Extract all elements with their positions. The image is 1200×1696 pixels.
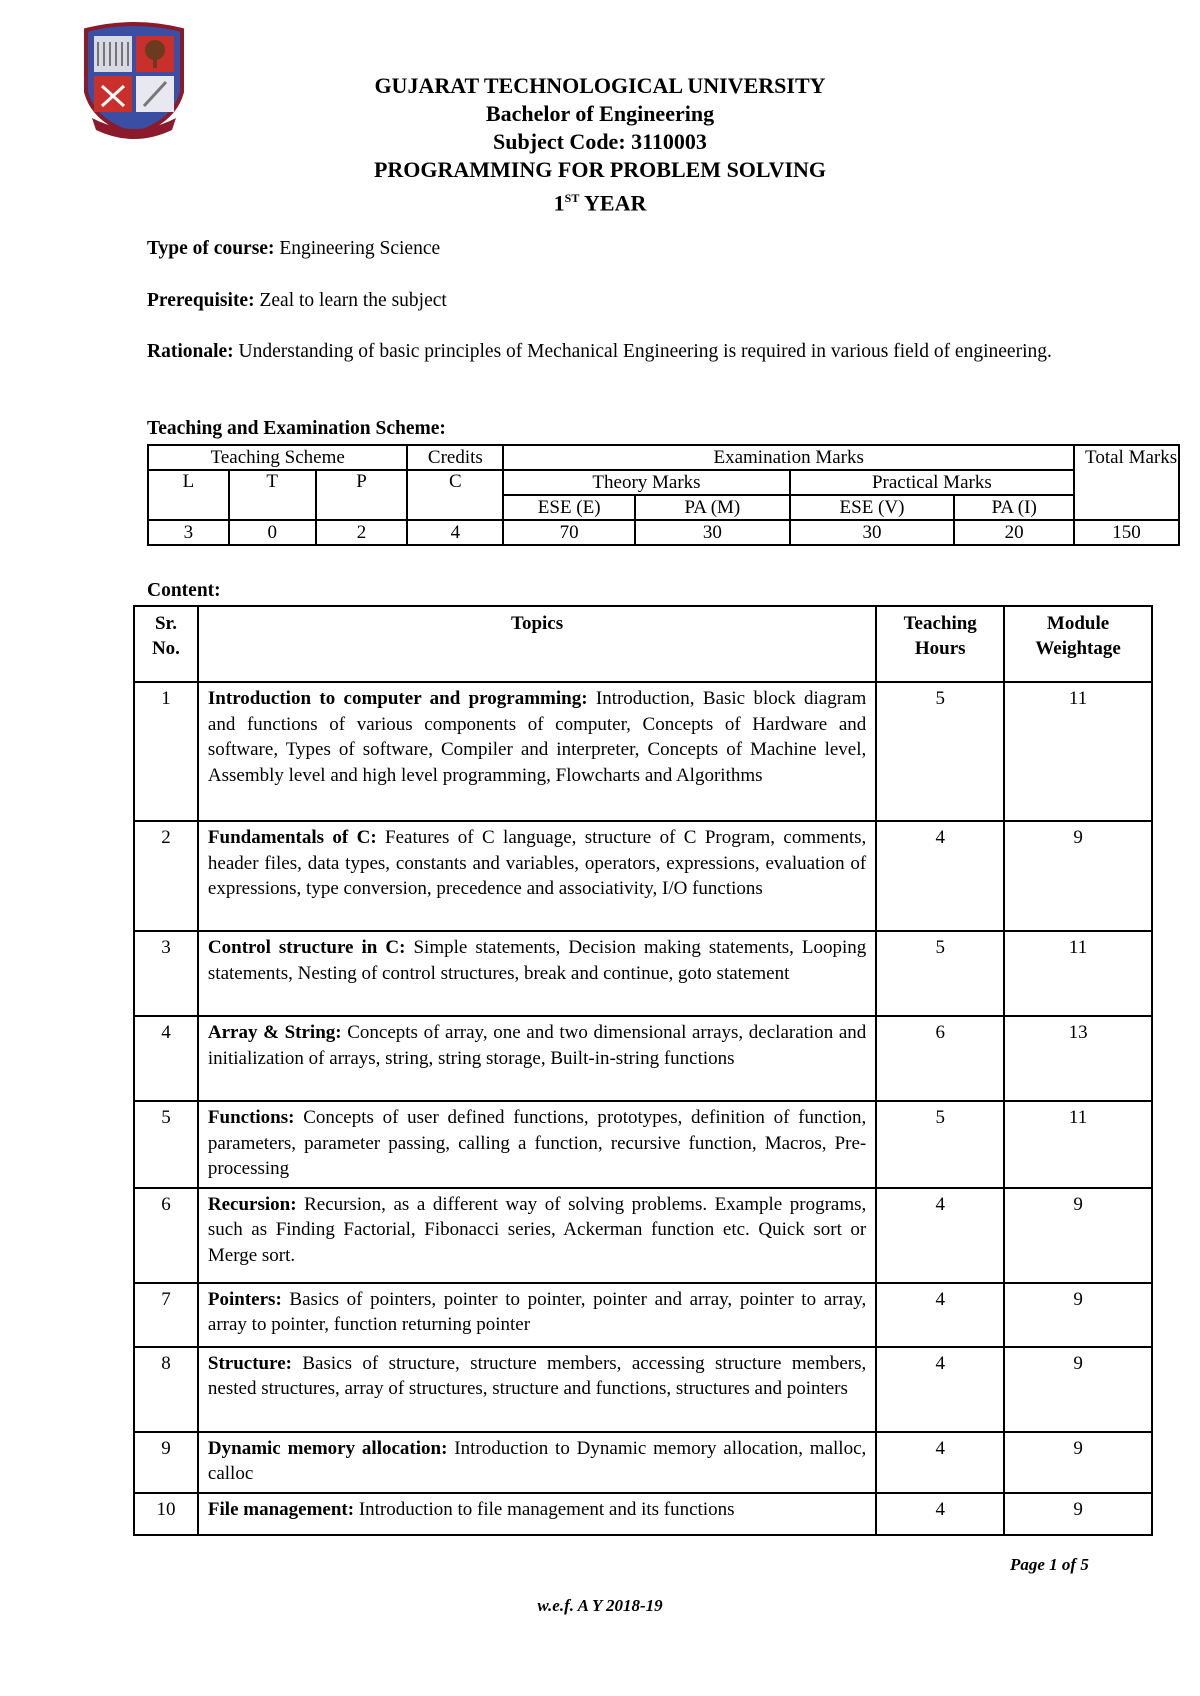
row-topic — [198, 1188, 876, 1283]
course-type-value: Engineering Science — [274, 238, 441, 259]
scheme-value-total: 150 — [1074, 520, 1179, 545]
row-module-weightage: 11 — [1004, 931, 1152, 1016]
row-teaching-hours: 6 — [876, 1016, 1004, 1101]
row-topic-title: Dynamic memory allocation: — [207, 1437, 448, 1459]
scheme-title: Teaching and Examination Scheme: — [147, 418, 446, 439]
scheme-header-exam: Examination Marks — [503, 445, 1074, 470]
scheme-header-pa-i: PA (I) — [954, 495, 1074, 520]
scheme-value-t: 0 — [229, 520, 316, 545]
page-number: Page 1 of 5 — [1010, 1555, 1089, 1574]
scheme-value-ese-e: 70 — [503, 520, 635, 545]
content-row — [134, 821, 1152, 931]
scheme-header-ese-v: ESE (V) — [790, 495, 955, 520]
row-topic-text: Introduction to Dynamic memory allocation, malloc, calloc — [207, 1437, 867, 1484]
scheme-header-c: C — [407, 470, 503, 520]
row-module-weightage: 11 — [1004, 1101, 1152, 1188]
content-row — [134, 1283, 1152, 1347]
year-word: YEAR — [579, 190, 647, 216]
content-row — [134, 1188, 1152, 1283]
rationale-label: Rationale: — [147, 341, 234, 362]
content-row — [134, 1347, 1152, 1432]
course-type — [147, 236, 1067, 261]
row-topic — [198, 821, 876, 931]
content-header-weightage: Module Weightage — [1004, 606, 1152, 682]
row-topic — [198, 1283, 876, 1347]
prerequisite-value: Zeal to learn the subject — [254, 290, 447, 311]
row-teaching-hours: 4 — [876, 1188, 1004, 1283]
row-module-weightage: 9 — [1004, 1347, 1152, 1432]
scheme-header-practical: Practical Marks — [790, 470, 1074, 495]
row-teaching-hours: 5 — [876, 682, 1004, 821]
row-sr-number: 4 — [134, 1016, 198, 1101]
row-sr-number: 5 — [134, 1101, 198, 1188]
content-header-sr: Sr. No. — [134, 606, 198, 682]
university-name: GUJARAT TECHNOLOGICAL UNIVERSITY — [374, 73, 826, 98]
row-topic-title: Pointers: — [207, 1288, 282, 1310]
row-sr-number: 10 — [134, 1493, 198, 1535]
year-number: 1 — [553, 190, 565, 216]
row-teaching-hours: 5 — [876, 1101, 1004, 1188]
scheme-header-teaching: Teaching Scheme — [148, 445, 407, 470]
row-module-weightage: 11 — [1004, 682, 1152, 821]
row-teaching-hours: 4 — [876, 821, 1004, 931]
rationale-value: Understanding of basic principles of Mechanical Engineering is required in various field of engineering. — [233, 341, 1052, 362]
row-topic — [198, 1432, 876, 1493]
row-topic-title: Functions: — [207, 1107, 295, 1128]
content-row — [134, 1016, 1152, 1101]
year-superscript: ST — [564, 191, 580, 205]
scheme-value-pa-m: 30 — [635, 520, 790, 545]
course-type-label: Type of course: — [147, 238, 275, 259]
scheme-value-pa-i: 20 — [954, 520, 1074, 545]
scheme-header-pa-m: PA (M) — [635, 495, 790, 520]
row-topic — [198, 1016, 876, 1101]
row-teaching-hours: 5 — [876, 931, 1004, 1016]
row-topic-title: Array & String: — [207, 1022, 342, 1043]
row-topic-text: Introduction, Basic block diagram and functions of various components of computer, Concepts of Hardware and software, Types of software, Compiler and interpreter, Concepts of Machine level, Assembly level and high level programming, Flowcharts and Algorithms — [207, 688, 867, 786]
subject-name: PROGRAMMING FOR PROBLEM SOLVING — [373, 157, 827, 182]
row-teaching-hours: 4 — [876, 1432, 1004, 1493]
row-topic — [198, 1347, 876, 1432]
scheme-value-l: 3 — [148, 520, 229, 545]
row-topic-text: Introduction to file management and its functions — [354, 1498, 735, 1520]
row-sr-number: 1 — [134, 682, 198, 821]
document-header — [0, 72, 1200, 217]
row-sr-number: 2 — [134, 821, 198, 931]
row-teaching-hours: 4 — [876, 1283, 1004, 1347]
row-sr-number: 8 — [134, 1347, 198, 1432]
degree-name: Bachelor of Engineering — [485, 101, 715, 126]
effective-from: w.e.f. A Y 2018-19 — [537, 1596, 663, 1615]
row-teaching-hours: 4 — [876, 1347, 1004, 1432]
row-topic-text: Basics of pointers, pointer to pointer, pointer and array, pointer to array, array to pointer, function returning pointer — [207, 1288, 867, 1335]
row-sr-number: 6 — [134, 1188, 198, 1283]
row-topic-title: Structure: — [207, 1352, 292, 1374]
prerequisite — [147, 288, 1067, 313]
row-topic — [198, 1101, 876, 1188]
row-topic-text: Basics of structure, structure members, accessing structure members, nested structures, array of structures, structure and functions, structures and pointers — [207, 1352, 867, 1399]
content-header-topics: Topics — [198, 606, 876, 682]
row-topic-text: Features of C language, structure of C Program, comments, header files, data types, constants and variables, operators, expressions, evaluation of expressions, type conversion, precedence and associativity, I/O functions — [207, 827, 867, 899]
row-topic-title: File management: — [207, 1498, 355, 1520]
content-row — [134, 931, 1152, 1016]
prerequisite-label: Prerequisite: — [147, 290, 255, 311]
row-module-weightage: 9 — [1004, 1188, 1152, 1283]
scheme-header-credits: Credits — [407, 445, 503, 470]
row-teaching-hours: 4 — [876, 1493, 1004, 1535]
row-topic-title: Fundamentals of C: — [207, 827, 377, 848]
row-module-weightage: 13 — [1004, 1016, 1152, 1101]
row-topic-text: Concepts of user defined functions, prototypes, definition of function, parameters, parameter passing, calling a function, recursive function, Macros, Pre-processing — [207, 1107, 867, 1179]
scheme-table — [147, 444, 1180, 546]
year-line — [0, 184, 1200, 217]
scheme-value-c: 4 — [407, 520, 503, 545]
rationale — [147, 339, 1067, 364]
scheme-header-total: Total Marks — [1074, 445, 1179, 520]
row-sr-number: 3 — [134, 931, 198, 1016]
content-row — [134, 1101, 1152, 1188]
content-row — [134, 682, 1152, 821]
row-module-weightage: 9 — [1004, 1283, 1152, 1347]
row-topic — [198, 1493, 876, 1535]
row-topic — [198, 682, 876, 821]
row-sr-number: 7 — [134, 1283, 198, 1347]
content-table — [133, 605, 1153, 1536]
row-topic-title: Recursion: — [207, 1193, 297, 1215]
content-row — [134, 1432, 1152, 1493]
row-sr-number: 9 — [134, 1432, 198, 1493]
subject-code: Subject Code: 3110003 — [493, 129, 707, 154]
scheme-value-ese-v: 30 — [790, 520, 955, 545]
scheme-header-ese-e: ESE (E) — [503, 495, 635, 520]
content-header-hours: Teaching Hours — [876, 606, 1004, 682]
scheme-header-theory: Theory Marks — [503, 470, 789, 495]
row-module-weightage: 9 — [1004, 1493, 1152, 1535]
scheme-header-p: P — [316, 470, 408, 520]
row-topic-text: Recursion, as a different way of solving problems. Example programs, such as Finding Factorial, Fibonacci series, Ackerman function etc. Quick sort or Merge sort. — [207, 1193, 867, 1266]
row-topic — [198, 931, 876, 1016]
row-topic-text: Simple statements, Decision making statements, Looping statements, Nesting of control structures, break and continue, goto statement — [207, 937, 867, 984]
row-module-weightage: 9 — [1004, 1432, 1152, 1493]
scheme-value-p: 2 — [316, 520, 408, 545]
row-topic-title: Control structure in C: — [207, 937, 406, 958]
content-row — [134, 1493, 1152, 1535]
scheme-header-l: L — [148, 470, 229, 520]
scheme-header-t: T — [229, 470, 316, 520]
row-topic-title: Introduction to computer and programming: — [207, 688, 588, 709]
row-topic-text: Concepts of array, one and two dimensional arrays, declaration and initialization of arrays, string, string storage, Built-in-string functions — [207, 1022, 867, 1069]
row-module-weightage: 9 — [1004, 821, 1152, 931]
content-title: Content: — [147, 580, 221, 601]
